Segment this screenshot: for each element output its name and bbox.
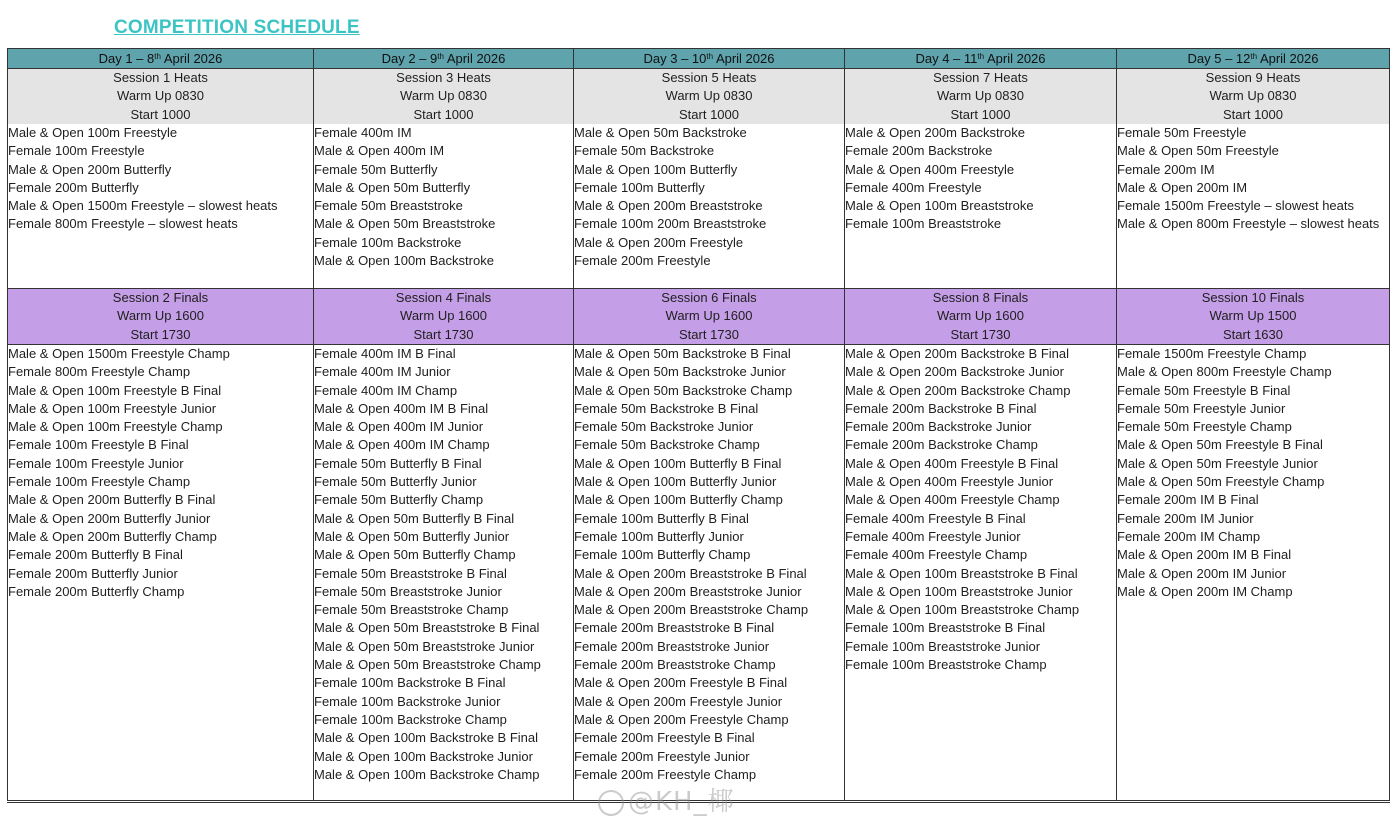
finals-events (574, 345, 845, 802)
event-item: Female 100m Backstroke B Final (314, 675, 506, 691)
event-item: Male & Open 400m IM Junior (314, 419, 484, 435)
event-item: Female 50m Backstroke Junior (574, 419, 754, 435)
event-item: Male & Open 50m Butterfly B Final (314, 510, 515, 526)
event-item: Male & Open 1500m Freestyle Champ (8, 346, 230, 361)
event-item: Male & Open 100m Breaststroke Junior (845, 583, 1073, 599)
event-item: Female 400m IM B Final (314, 346, 456, 361)
event-item: Female 400m IM (314, 125, 412, 140)
event-item: Male & Open 50m Backstroke Junior (574, 364, 786, 380)
event-item: Male & Open 100m Butterfly B Final (574, 455, 782, 471)
event-item: Male & Open 50m Backstroke (574, 125, 747, 140)
event-item: Male & Open 200m IM (1117, 179, 1248, 195)
event-item: Female 100m Freestyle Champ (8, 474, 191, 490)
event-item: Female 100m Butterfly Champ (574, 547, 751, 563)
event-item: Male & Open 200m Butterfly Champ (8, 528, 217, 544)
event-item: Female 800m Freestyle – slowest heats (8, 216, 238, 232)
event-item: Female 50m Butterfly Junior (314, 474, 477, 490)
event-item: Female 200m IM Champ (1117, 528, 1261, 544)
event-item: Male & Open 100m Freestyle B Final (8, 382, 222, 398)
event-item: Female 50m Butterfly B Final (314, 455, 482, 471)
finals-session-header: Session 10 Finals Warm Up 1500 Start 1630 (1117, 289, 1390, 345)
event-item: Male & Open 400m Freestyle (845, 161, 1015, 177)
event-item: Male & Open 100m Freestyle Junior (8, 400, 217, 416)
event-item: Male & Open 200m Freestyle B Final (574, 675, 788, 691)
event-item: Male & Open 200m Freestyle Junior (574, 693, 783, 709)
event-item: Male & Open 800m Freestyle – slowest heats (1117, 216, 1380, 232)
heats-events-row (8, 124, 1390, 289)
event-item: Male & Open 400m Freestyle Champ (845, 492, 1060, 508)
event-item: Male & Open 50m Freestyle Junior (1117, 455, 1318, 471)
event-item: Male & Open 100m Backstroke Champ (314, 766, 540, 782)
event-item: Female 50m Freestyle Champ (1117, 419, 1292, 435)
event-item: Female 400m Freestyle B Final (845, 510, 1026, 526)
event-item: Male & Open 100m Backstroke (314, 253, 494, 269)
day-header: Day 3 – 10th April 2026 (574, 49, 845, 69)
finals-events (1117, 345, 1390, 802)
event-item: Male & Open 200m Butterfly B Final (8, 492, 216, 508)
event-item: Female 400m Freestyle Junior (845, 528, 1021, 544)
event-item: Male & Open 200m Backstroke (845, 125, 1025, 140)
day-header: Day 2 – 9th April 2026 (314, 49, 574, 69)
heats-session-header: Session 9 Heats Warm Up 0830 Start 1000 (1117, 69, 1390, 125)
finals-session-header: Session 2 Finals Warm Up 1600 Start 1730 (8, 289, 314, 345)
event-item: Female 100m Breaststroke Junior (845, 638, 1041, 654)
event-item: Male & Open 400m IM Champ (314, 437, 490, 453)
event-item: Female 100m 200m Breaststroke (574, 216, 767, 232)
event-item: Male & Open 200m Breaststroke Junior (574, 583, 802, 599)
finals-session-header: Session 8 Finals Warm Up 1600 Start 1730 (845, 289, 1117, 345)
event-item: Female 100m Butterfly B Final (574, 510, 749, 526)
heats-session-header: Session 5 Heats Warm Up 0830 Start 1000 (574, 69, 845, 125)
event-item: Female 100m Freestyle Junior (8, 455, 184, 471)
event-item: Male & Open 100m Butterfly Junior (574, 474, 777, 490)
event-item: Female 1500m Freestyle – slowest heats (1117, 198, 1354, 214)
event-item: Female 1500m Freestyle Champ (1117, 346, 1307, 361)
event-item: Male & Open 400m IM (314, 143, 445, 159)
heats-session-header: Session 3 Heats Warm Up 0830 Start 1000 (314, 69, 574, 125)
event-item: Male & Open 200m Breaststroke Champ (574, 602, 809, 618)
event-item: Female 50m Breaststroke (314, 198, 463, 214)
event-item: Female 200m Breaststroke Junior (574, 638, 770, 654)
event-item: Male & Open 100m Backstroke B Final (314, 730, 538, 746)
event-item: Female 100m Butterfly Junior (574, 528, 744, 544)
event-item: Female 100m Freestyle B Final (8, 437, 189, 453)
event-item: Female 50m Backstroke (574, 143, 715, 159)
event-item: Male & Open 50m Freestyle B Final (1117, 437, 1323, 453)
event-item: Male & Open 100m Breaststroke B Final (845, 565, 1078, 581)
finals-events (8, 345, 314, 802)
finals-session-header: Session 4 Finals Warm Up 1600 Start 1730 (314, 289, 574, 345)
heats-events (845, 124, 1117, 289)
event-item: Female 50m Freestyle Junior (1117, 400, 1286, 416)
event-item: Male & Open 100m Freestyle (8, 125, 178, 140)
event-item: Male & Open 200m Backstroke Champ (845, 382, 1071, 398)
event-item: Male & Open 800m Freestyle Champ (1117, 364, 1332, 380)
event-item: Female 100m Freestyle (8, 143, 145, 159)
watermark (598, 781, 735, 818)
event-item: Female 200m Freestyle Junior (574, 748, 750, 764)
event-item: Female 50m Freestyle B Final (1117, 382, 1291, 398)
event-item: Male & Open 200m IM Junior (1117, 565, 1287, 581)
event-item: Male & Open 200m IM Champ (1117, 583, 1293, 599)
event-item: Female 50m Backstroke Champ (574, 437, 760, 453)
watermark-text: @KH_椰 (628, 787, 735, 817)
event-item: Female 200m Breaststroke B Final (574, 620, 775, 636)
event-item: Female 50m Freestyle (1117, 125, 1247, 140)
event-item: Female 200m Backstroke (845, 143, 993, 159)
event-item: Male & Open 50m Butterfly Champ (314, 547, 516, 563)
event-item: Female 400m IM Junior (314, 364, 451, 380)
event-item: Female 200m Backstroke Champ (845, 437, 1038, 453)
event-item: Female 800m Freestyle Champ (8, 364, 191, 380)
page-title: COMPETITION SCHEDULE (114, 17, 360, 38)
event-item: Female 400m Freestyle Champ (845, 547, 1028, 563)
heats-events (574, 124, 845, 289)
event-item: Female 50m Butterfly (314, 161, 438, 177)
event-item: Female 100m Breaststroke Champ (845, 657, 1047, 673)
event-item: Male & Open 50m Breaststroke Champ (314, 657, 541, 673)
event-item: Male & Open 1500m Freestyle – slowest heats (8, 198, 278, 214)
event-item: Male & Open 100m Butterfly Champ (574, 492, 783, 508)
event-item: Female 50m Breaststroke Champ (314, 602, 509, 618)
event-item: Male & Open 400m Freestyle Junior (845, 474, 1054, 490)
event-item: Male & Open 200m Backstroke B Final (845, 346, 1069, 361)
finals-session-header: Session 6 Finals Warm Up 1600 Start 1730 (574, 289, 845, 345)
event-item: Female 50m Butterfly Champ (314, 492, 484, 508)
event-item: Male & Open 200m IM B Final (1117, 547, 1292, 563)
event-item: Male & Open 100m Butterfly (574, 161, 738, 177)
event-item: Male & Open 50m Butterfly Junior (314, 528, 510, 544)
event-item: Female 200m Backstroke B Final (845, 400, 1037, 416)
event-item: Male & Open 50m Freestyle (1117, 143, 1279, 159)
heats-events (314, 124, 574, 289)
weibo-icon (598, 790, 624, 816)
event-item: Female 100m Backstroke Champ (314, 711, 507, 727)
event-item: Female 200m IM Junior (1117, 510, 1254, 526)
event-item: Male & Open 100m Breaststroke Champ (845, 602, 1080, 618)
event-item: Male & Open 200m Breaststroke (574, 198, 763, 214)
event-item: Male & Open 400m IM B Final (314, 400, 489, 416)
event-item: Male & Open 50m Backstroke B Final (574, 346, 791, 361)
finals-events (845, 345, 1117, 802)
event-item: Male & Open 50m Breaststroke (314, 216, 496, 232)
event-item: Male & Open 200m Backstroke Junior (845, 364, 1064, 380)
event-item: Male & Open 200m Freestyle (574, 234, 744, 250)
event-item: Male & Open 50m Breaststroke Junior (314, 638, 535, 654)
heats-session-header: Session 7 Heats Warm Up 0830 Start 1000 (845, 69, 1117, 125)
event-item: Male & Open 100m Breaststroke (845, 198, 1034, 214)
event-item: Male & Open 100m Freestyle Champ (8, 419, 223, 435)
event-item: Male & Open 400m Freestyle B Final (845, 455, 1059, 471)
event-item: Female 50m Breaststroke B Final (314, 565, 507, 581)
finals-events-row (8, 345, 1390, 802)
event-item: Female 200m Butterfly B Final (8, 547, 183, 563)
event-item: Female 200m Freestyle (574, 253, 711, 269)
event-item: Female 200m Backstroke Junior (845, 419, 1032, 435)
event-item: Female 200m Freestyle B Final (574, 730, 755, 746)
event-item: Female 100m Butterfly (574, 179, 705, 195)
event-item: Female 200m IM (1117, 161, 1215, 177)
event-item: Female 400m Freestyle (845, 179, 982, 195)
event-item: Female 400m IM Champ (314, 382, 458, 398)
finals-header-row (8, 289, 1390, 345)
finals-events (314, 345, 574, 802)
heats-header-row (8, 69, 1390, 125)
event-item: Female 200m Breaststroke Champ (574, 657, 776, 673)
schedule-table (7, 48, 1390, 803)
event-item: Female 100m Breaststroke (845, 216, 1002, 232)
event-item: Male & Open 100m Backstroke Junior (314, 748, 533, 764)
event-item: Female 200m Butterfly Junior (8, 565, 178, 581)
heats-session-header: Session 1 Heats Warm Up 0830 Start 1000 (8, 69, 314, 125)
event-item: Female 200m Freestyle Champ (574, 766, 757, 782)
day-header-row (8, 49, 1390, 69)
event-item: Male & Open 50m Backstroke Champ (574, 382, 793, 398)
event-item: Female 200m Butterfly (8, 179, 139, 195)
event-item: Female 50m Breaststroke Junior (314, 583, 502, 599)
event-item: Female 100m Backstroke (314, 234, 462, 250)
day-header: Day 5 – 12th April 2026 (1117, 49, 1390, 69)
heats-events (8, 124, 314, 289)
event-item: Female 50m Backstroke B Final (574, 400, 759, 416)
event-item: Female 100m Breaststroke B Final (845, 620, 1046, 636)
event-item: Male & Open 50m Breaststroke B Final (314, 620, 540, 636)
event-item: Male & Open 50m Freestyle Champ (1117, 474, 1325, 490)
event-item: Male & Open 200m Breaststroke B Final (574, 565, 807, 581)
event-item: Female 100m Backstroke Junior (314, 693, 501, 709)
event-item: Male & Open 200m Butterfly Junior (8, 510, 211, 526)
event-item: Female 200m Butterfly Champ (8, 583, 185, 599)
day-header: Day 4 – 11th April 2026 (845, 49, 1117, 69)
event-item: Female 200m IM B Final (1117, 492, 1259, 508)
event-item: Male & Open 50m Butterfly (314, 179, 471, 195)
day-header: Day 1 – 8th April 2026 (8, 49, 314, 69)
event-item: Male & Open 200m Freestyle Champ (574, 711, 789, 727)
heats-events (1117, 124, 1390, 289)
event-item: Male & Open 200m Butterfly (8, 161, 172, 177)
